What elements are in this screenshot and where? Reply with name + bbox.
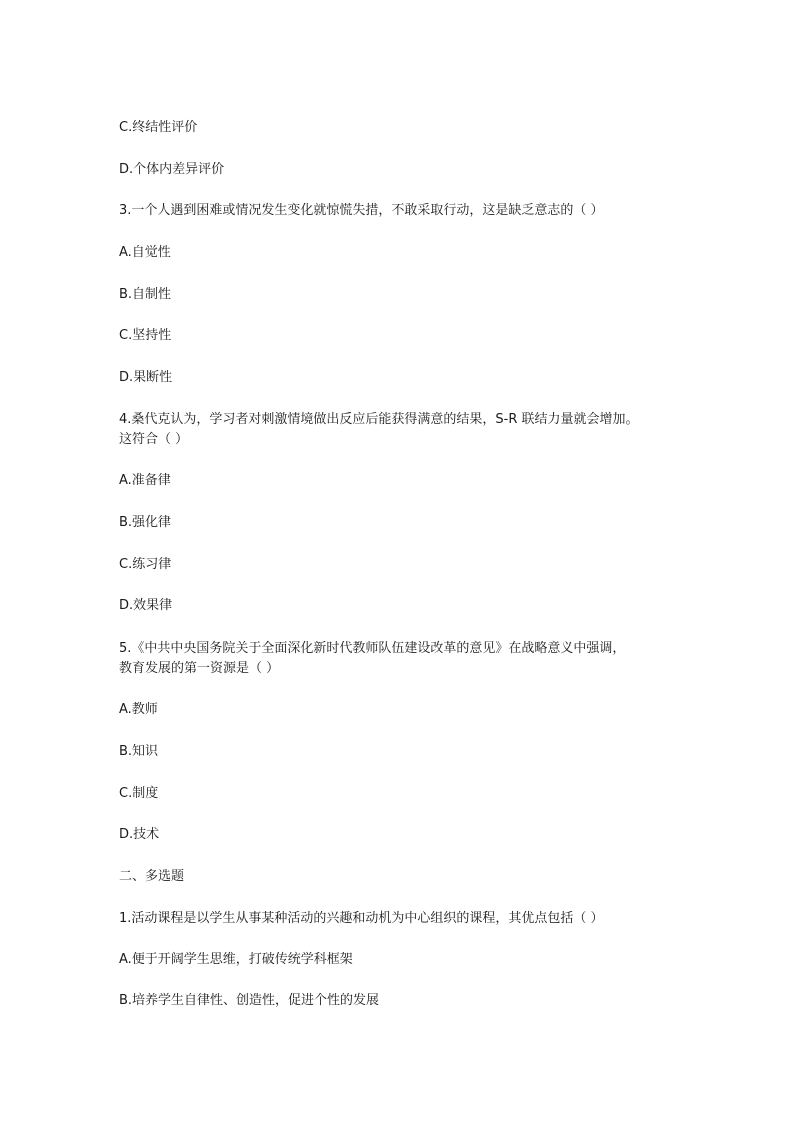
section-heading-multiple-choice: 二、多选题: [119, 869, 185, 884]
option-d-q5: D.技术: [119, 827, 160, 842]
multi-option-b-q1: B.培养学生自律性、创造性，促进个性的发展: [119, 993, 380, 1008]
option-a-q4: A.准备律: [119, 473, 171, 488]
option-c-q2: C.终结性评价: [119, 120, 198, 135]
option-a-q5: A.教师: [119, 702, 158, 717]
option-c-q4: C.练习律: [119, 557, 172, 572]
option-c-q3: C.坚持性: [119, 328, 172, 343]
option-b-q5: B.知识: [119, 744, 159, 759]
option-a-q3: A.自觉性: [119, 245, 171, 260]
option-c-q5: C.制度: [119, 786, 159, 801]
option-d-q3: D.果断性: [119, 370, 173, 385]
question-5-line-1: 5.《中共中央国务院关于全面深化新时代教师队伍建设改革的意见》在战略意义中强调，: [119, 641, 626, 656]
question-5-line-2: 教育发展的第一资源是（ ）: [119, 661, 280, 676]
question-4-line-2: 这符合（ ）: [119, 432, 189, 447]
option-d-q4: D.效果律: [119, 598, 173, 613]
question-4-line-1: 4.桑代克认为，学习者对刺激情境做出反应后能获得满意的结果，S-R 联结力量就会增加。: [119, 412, 639, 427]
option-b-q4: B.强化律: [119, 515, 172, 530]
option-d-q2: D.个体内差异评价: [119, 162, 225, 177]
multi-option-a-q1: A.便于开阔学生思维，打破传统学科框架: [119, 952, 353, 967]
multi-question-1: 1.活动课程是以学生从事某种活动的兴趣和动机为中心组织的课程，其优点包括（ ）: [119, 911, 604, 926]
option-b-q3: B.自制性: [119, 287, 172, 302]
question-3: 3.一个人遇到困难或情况发生变化就惊慌失措，不敢采取行动，这是缺乏意志的（ ）: [119, 203, 604, 218]
